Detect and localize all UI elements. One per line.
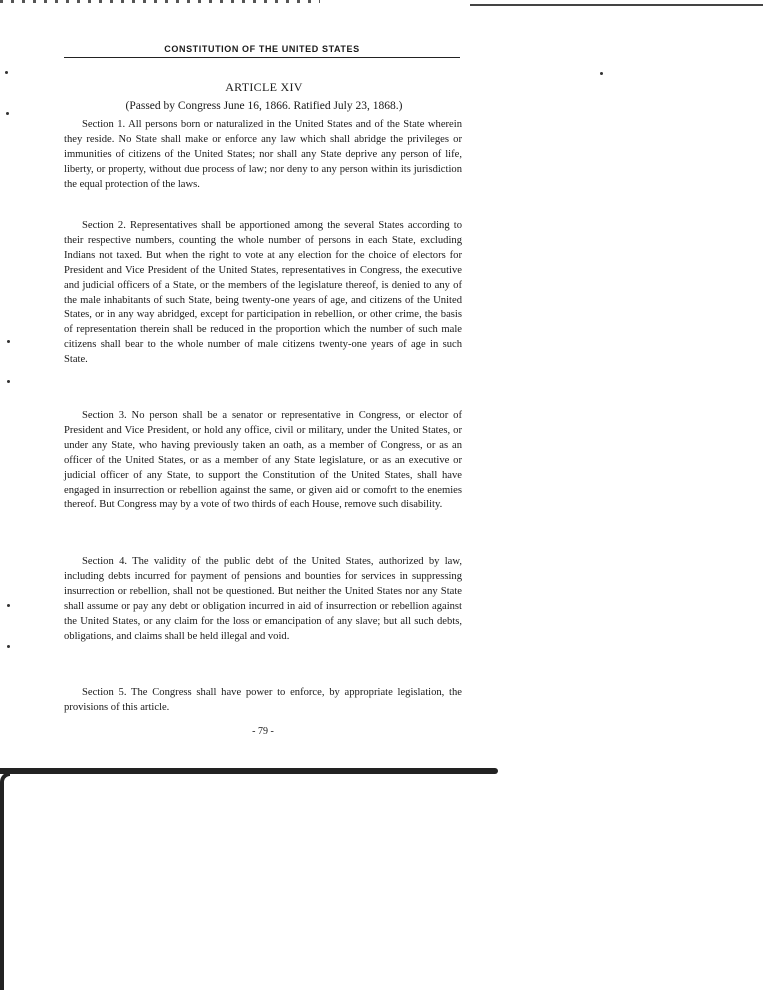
passed-ratified-note: (Passed by Congress June 16, 1866. Ratified July 23, 1868.) [125,100,403,112]
scan-speck [5,71,8,74]
scan-speck [7,340,10,343]
section-5: Section 5. The Congress shall have power to enforce, by appropriate legislation, the provisions of this article. [64,687,462,713]
section-1: Section 1. All persons born or naturalized in the United States and of the State wherein they reside. No State shall make or enforce any law which shall abridge the privileges or immunities of citizens of the United States; nor shall any State deprive any person of life, liberty, or property, without due process of law; nor deny to any person within its jurisdiction the equal protection of the laws. [64,119,462,190]
scan-speck [7,604,10,607]
section-2: Section 2. Representatives shall be apportioned among the several States according to their respective numbers, counting the whole number of persons in each State, excluding Indians not taxed. But when the right to vote at any election for the choice of electors for President and Vice President of the United States, representatives in Congress, the executive and judicial officers of a State, or the members of the legislature thereof, is denied to any of the male inhabitants of such State, being twenty-one years of age, and citizens of the United States, or in any way abridged, except for participation in rebellion, or other crime, the basis of representation therein shall be reduced in the proportion which the number of such male citizens shall bear to the whole number of male citizens twenty-one years of age in such State. [64,220,462,366]
article-title: ARTICLE XIV [225,80,303,94]
scan-speck [7,645,10,648]
scan-edge-line [470,4,763,6]
page-number: - 79 - [252,726,274,737]
section-3: Section 3. No person shall be a senator or representative in Congress, or elector of President and Vice President, or hold any office, civil or military, under the United States, or under any State, who having previously taken an oath, as a member of Congress, or as an officer of the United States, or as a member of any State legislature, or as an executive or judicial officer of any State, to support the Constitution of the United States, shall have engaged in insurrection or rebellion against the same, or given aid or comofrt to the enemies thereof. But Congress may by a vote of two thirds of each House, remove such disability. [64,410,462,511]
scan-speck [6,112,9,115]
scan-speck [7,380,10,383]
running-head: CONSTITUTION OF THE UNITED STATES [64,44,460,58]
scan-edge-dots [0,0,320,3]
scan-speck [600,72,603,75]
scan-shadow-corner [0,772,10,990]
section-4: Section 4. The validity of the public debt of the United States, authorized by law, including debts incurred for payment of pensions and bounties for services in suppressing insurrection or rebellion, shall not be questioned. But neither the United States nor any State shall assume or pay any debt or obligation incurred in aid of insurrection or rebellion against the United States, or any claim for the loss or emancipation of any slave; but all such debts, obligations, and claims shall be held illegal and void. [64,556,462,642]
scan-shadow-band [0,768,498,774]
